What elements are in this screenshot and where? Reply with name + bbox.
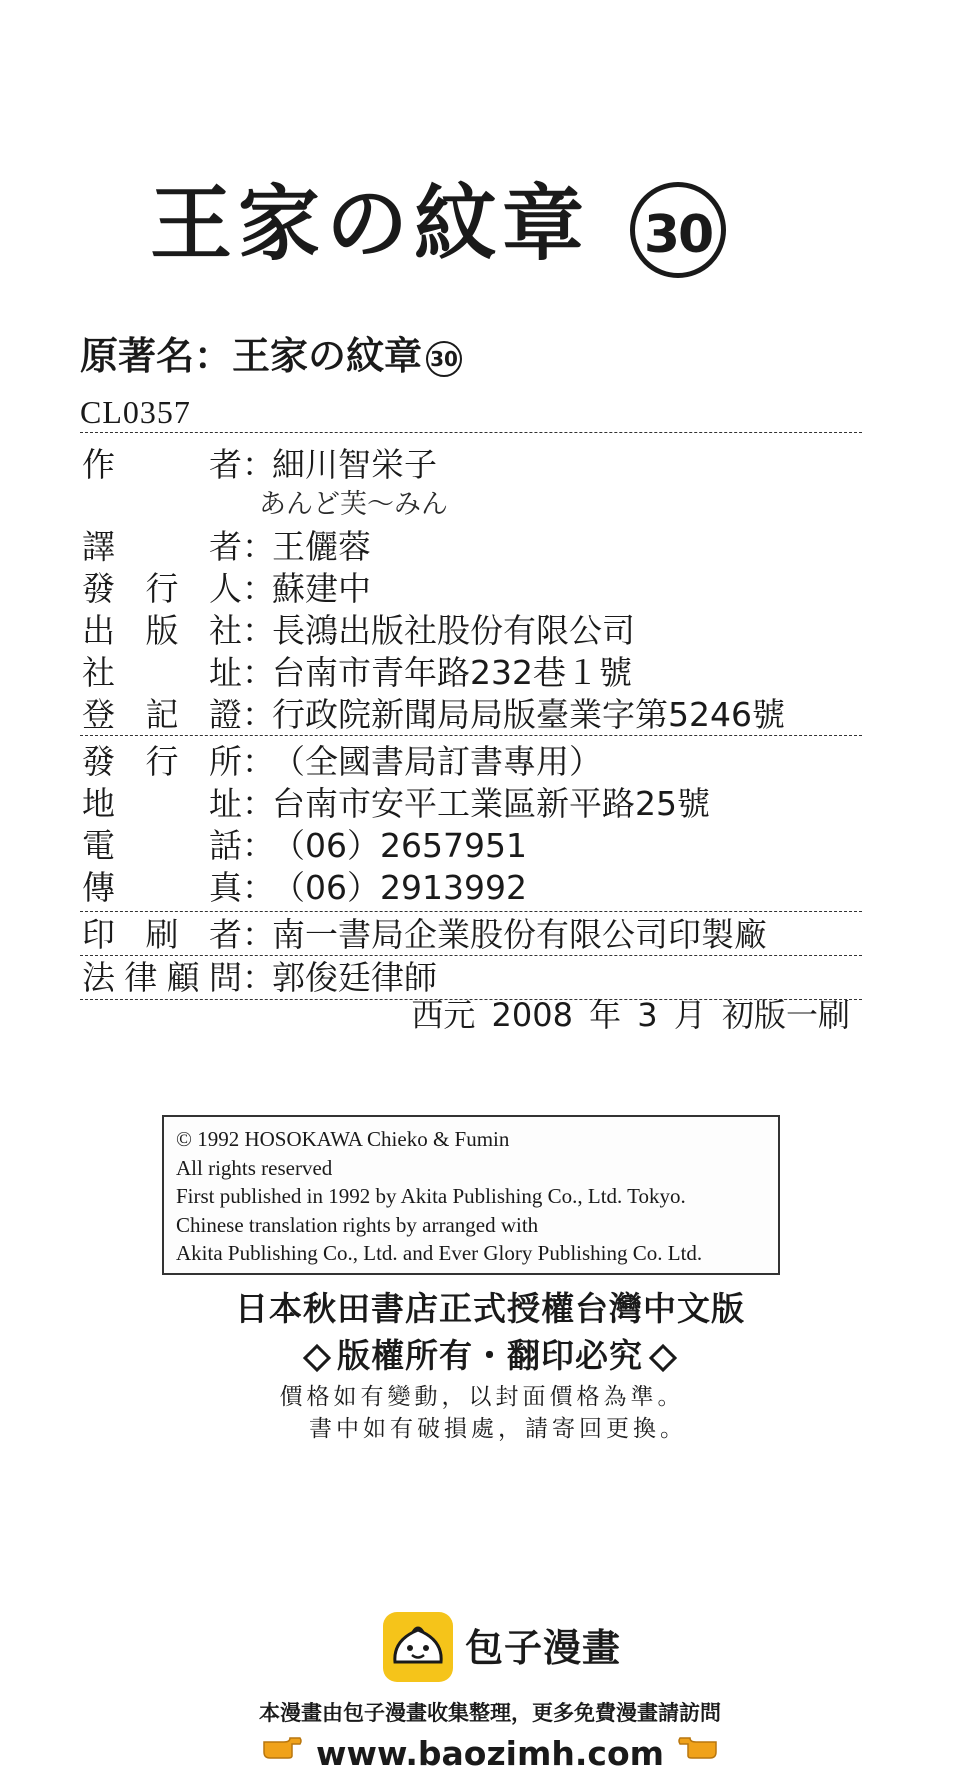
pointing-left-hand-icon	[678, 1730, 718, 1778]
credit-label: 作者	[82, 445, 242, 484]
credit-value: 南一書局企業股份有限公司印製廠	[272, 915, 767, 954]
credit-colon: ：	[242, 868, 275, 907]
credit-value: （06）2657951	[272, 826, 527, 865]
divider	[80, 955, 862, 956]
credit-colon: ：	[242, 784, 275, 823]
credit-row-translator	[82, 527, 371, 567]
credit-colon: ：	[242, 742, 275, 781]
credit-colon: ：	[242, 826, 275, 865]
credit-value: 郭俊廷律師	[272, 958, 437, 997]
credit-value: 蘇建中	[272, 569, 371, 608]
credit-colon: ：	[242, 653, 275, 692]
pointing-right-hand-icon	[262, 1730, 302, 1778]
credit-label: 譯者	[82, 527, 242, 566]
credit-row-legal	[82, 958, 437, 998]
catalog-code: CL0357	[80, 394, 191, 430]
credit-value: 台南市青年路232巷１號	[272, 653, 632, 692]
credit-row-registration	[82, 695, 785, 735]
watermark-notice: 本漫畫由包子漫畫收集整理，更多免費漫畫請訪問	[259, 1701, 721, 1725]
volume-number: 30	[630, 182, 726, 278]
divider	[80, 432, 862, 433]
rights-notice	[0, 1330, 980, 1377]
credit-value: 王儷蓉	[272, 527, 371, 566]
credit-colon: ：	[242, 527, 275, 566]
copyright-line: First published in 1992 by Akita Publishing Co., Ltd. Tokyo.	[176, 1184, 686, 1208]
credit-value: 長鴻出版社股份有限公司	[272, 611, 635, 650]
original-title-text: 王家の紋章	[232, 334, 423, 378]
site-link-row	[0, 1730, 980, 1778]
authorization-text: 日本秋田書店正式授權台灣中文版	[235, 1289, 745, 1328]
rights-text: 版權所有・翻印必究	[337, 1336, 643, 1375]
original-title	[80, 332, 462, 380]
book-title	[150, 175, 726, 278]
credit-row-printer	[82, 915, 767, 955]
diamond-icon	[303, 1343, 331, 1371]
credit-colon: ：	[242, 569, 275, 608]
baozi-logo-icon	[383, 1612, 453, 1682]
credit-label: 發行人	[82, 569, 242, 608]
credit-value: 細川智栄子	[272, 445, 437, 484]
copyright-line: © 1992 HOSOKAWA Chieko & Fumin	[176, 1127, 510, 1151]
credit-value: 行政院新聞局局版臺業字第5246號	[272, 695, 785, 734]
credit-value: （06）2913992	[272, 868, 527, 907]
credit-row-author	[82, 445, 437, 485]
credit-colon: ：	[242, 915, 275, 954]
credit-label: 地址	[82, 784, 242, 823]
credit-row-address	[82, 653, 632, 693]
copyright-line: All rights reserved	[176, 1155, 333, 1180]
divider	[80, 911, 862, 912]
credit-value: （全國書局訂書專用）	[272, 742, 602, 781]
credit-value: 台南市安平工業區新平路25號	[272, 784, 710, 823]
book-title-text: 王家の紋章	[150, 177, 591, 272]
credit-row-publisher-person	[82, 569, 371, 609]
credit-colon: ：	[242, 445, 275, 484]
credit-coauthor: あんど芙〜みん	[259, 489, 448, 520]
credit-label: 電話	[82, 826, 242, 865]
copyright-line: Akita Publishing Co., Ltd. and Ever Glory Publishing Co. Ltd.	[176, 1241, 703, 1265]
damage-note: 書中如有破損處，請寄回更換。	[309, 1416, 687, 1442]
credit-row-fax	[82, 868, 527, 908]
copyright-line: Chinese translation rights by arranged with	[176, 1212, 539, 1237]
edition-date: 西元 2008 年 3 月 初版一刷	[411, 996, 850, 1034]
copyright-box	[162, 1115, 780, 1275]
site-url[interactable]: www.baozimh.com	[316, 1734, 664, 1773]
credit-colon: ：	[242, 611, 275, 650]
credit-label: 出版社	[82, 611, 242, 650]
diamond-icon	[649, 1343, 677, 1371]
credit-label: 傳真	[82, 868, 242, 907]
credit-label: 發行所	[82, 742, 242, 781]
credit-colon: ：	[242, 695, 275, 734]
brand-name: 包子漫畫	[465, 1626, 622, 1670]
price-note: 價格如有變動，以封面價格為準。	[279, 1384, 685, 1410]
original-title-label: 原著名：	[80, 334, 233, 378]
credit-row-publisher	[82, 611, 635, 651]
credit-row-distributor	[82, 742, 602, 782]
credit-row-coauthor	[82, 485, 682, 525]
credit-label: 印刷者	[82, 915, 242, 954]
credit-label: 法律顧問	[82, 958, 242, 997]
credit-row-distributor-address	[82, 784, 710, 824]
credit-colon: ：	[242, 958, 275, 997]
credit-label: 社址	[82, 653, 242, 692]
credit-row-phone	[82, 826, 527, 866]
divider	[80, 735, 862, 736]
original-title-volume: 30	[426, 341, 462, 377]
credit-label: 登記證	[82, 695, 242, 734]
